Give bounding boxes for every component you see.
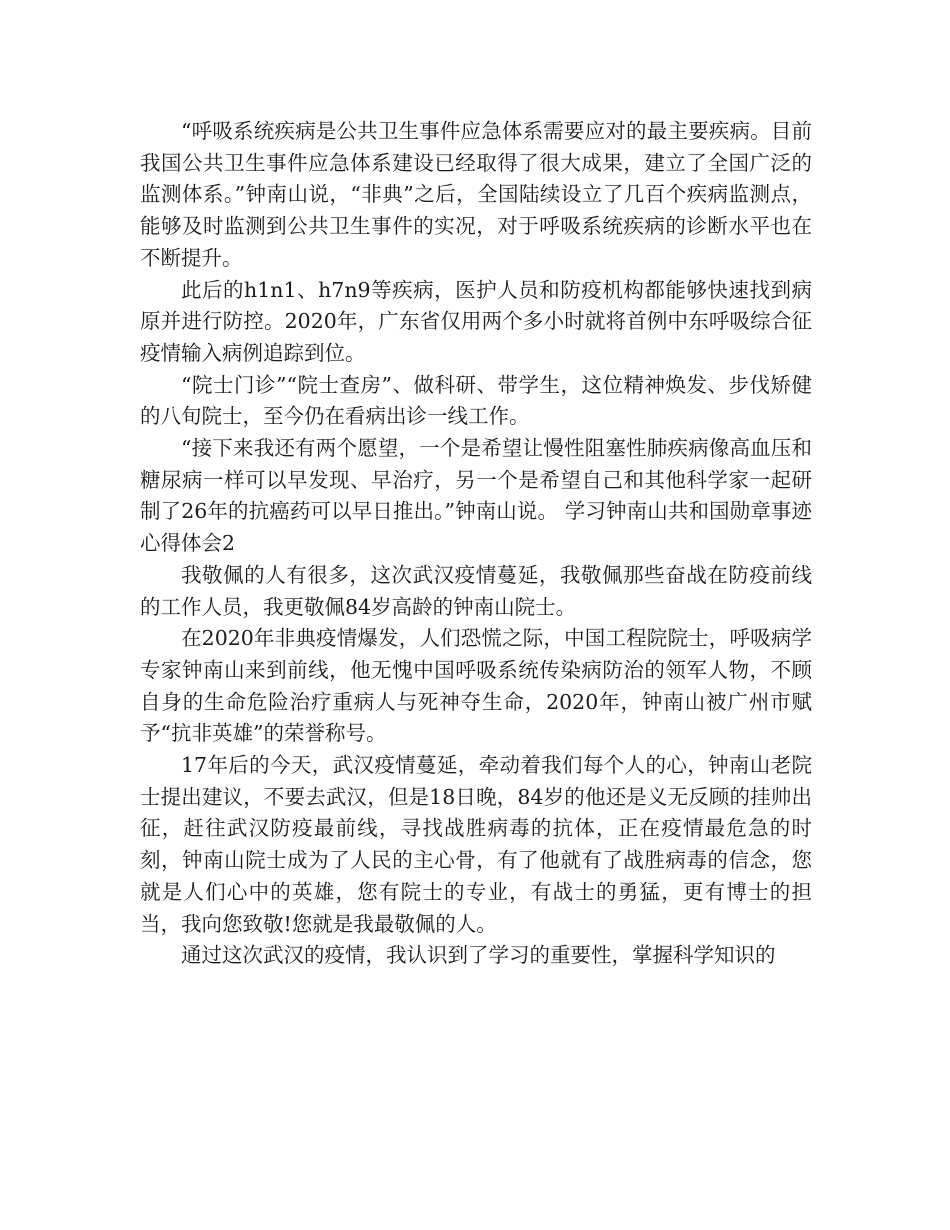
paragraph: 通过这次武汉的疫情，我认识到了学习的重要性，掌握科学知识的 — [181, 943, 776, 968]
paragraph: “呼吸系统疾病是公共卫生事件应急体系需要应对的最主要疾病。目前我国公共卫生事件应急体系建设已经取得了很大成果，建立了全国广泛的监测体系。”钟南山说，“非典”之后，全国陆续设立了几百个疾病监测点，能够及时监测到公共卫生事件的实况，对于呼吸系统疾病的诊断水平也在不断提升。 — [140, 119, 812, 270]
paragraph: 17年后的今天，武汉疫情蔓延，牵动着我们每个人的心，钟南山老院士提出建议，不要去武汉，但是18日晚，84岁的他还是义无反顾的挂帅出征，赶往武汉防疫最前线，寻找战胜病毒的抗体，正在疫情最危急的时刻，钟南山院士成为了人民的主心骨，有了他就有了战胜病毒的信念，您就是人们心中的英雄，您有院士的专业，有战士的勇猛，更有博士的担当，我向您致敬!您就是我最敬佩的人。 — [140, 753, 812, 936]
document-body — [140, 116, 812, 972]
paragraph: 在2020年非典疫情爆发，人们恐慌之际，中国工程院院士，呼吸病学专家钟南山来到前线，他无愧中国呼吸系统传染病防治的领军人物，不顾自身的生命危险治疗重病人与死神夺生命，2020年，钟南山被广州市赋予“抗非英雄”的荣誉称号。 — [140, 626, 812, 746]
paragraph: 此后的h1n1、h7n9等疾病，医护人员和防疫机构都能够快速找到病原并进行防控。2020年，广东省仅用两个多小时就将首例中东呼吸综合征疫情输入病例追踪到位。 — [140, 277, 812, 365]
paragraph-text: “接下来我还有两个愿望，一个是希望让慢性阻塞性肺疾病像高血压和糖尿病一样可以早发现、早治疗，另一个是希望自己和其他科学家一起研制了26年的抗癌药可以早日推出。”钟南山说。 — [140, 436, 812, 524]
paragraph: “院士门诊”“院士查房”、做科研、带学生，这位精神焕发、步伐矫健的八旬院士，至今仍在看病出诊一线工作。 — [140, 372, 812, 429]
paragraph: 我敬佩的人有很多，这次武汉疫情蔓延，我敬佩那些奋战在防疫前线的工作人员，我更敬佩84岁高龄的钟南山院士。 — [140, 562, 812, 619]
paragraph-with-title — [140, 433, 812, 560]
section-title: 学习钟南山共和国勋章事迹心得体会2 — [140, 499, 812, 556]
